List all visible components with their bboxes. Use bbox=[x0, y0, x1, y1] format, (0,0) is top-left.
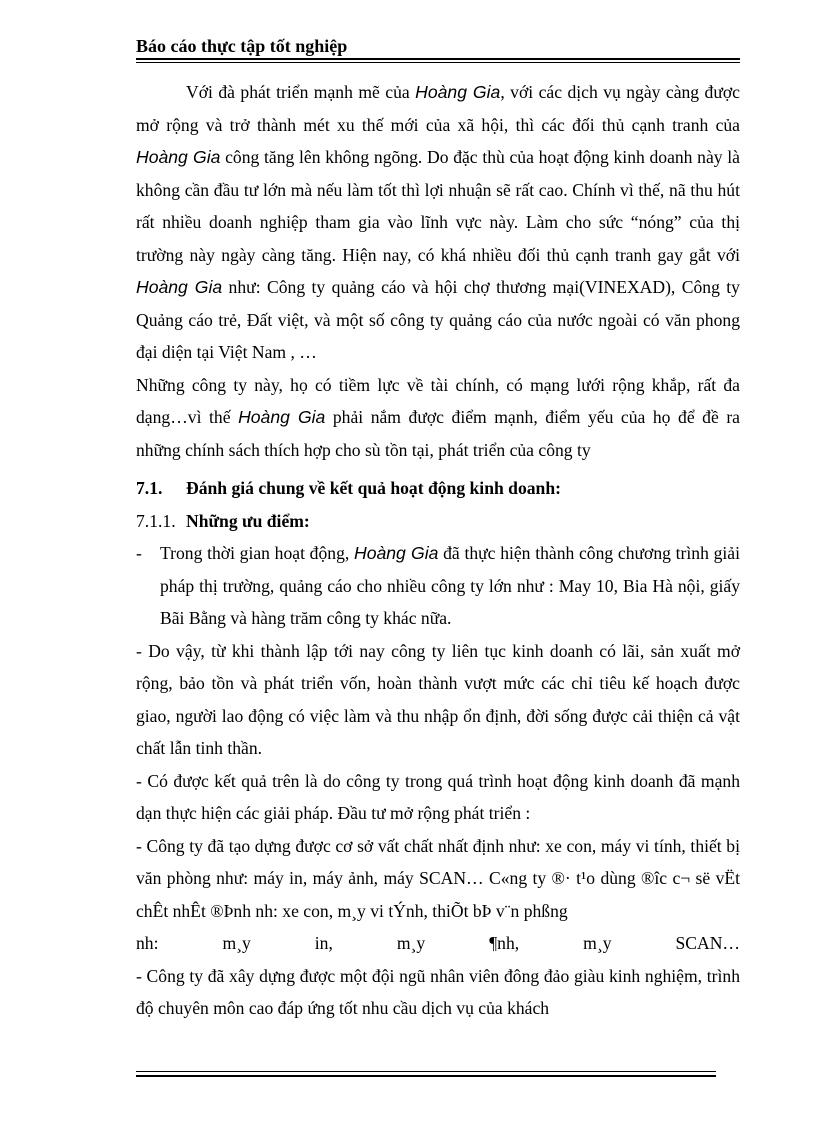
intro-text-3: công tăng lên không ngõng. Do đặc thù của hoạt động kinh doanh này là không cần đầu tư lớn mà nếu làm tốt thì lợi nhuận sẽ rất cao. Chính vì thế, nã thu hút rất nhiều doanh nghiệp tham gia vào lĩnh vực này. Làm cho sức “nóng” của thị trường này ngày càng tăng. Hiện nay, có khá nhiều đối thủ cạnh tranh gay gắt với bbox=[136, 147, 740, 265]
brand-name: Hoàng Gia bbox=[415, 82, 501, 102]
header-rule-thin bbox=[136, 62, 740, 63]
intro-text-5: Những công ty này, họ có tiềm lực về tài chính, có mạng lưới rộng khắp, rất đa dạng…vì thế bbox=[136, 374, 740, 427]
brand-name: Hoàng Gia bbox=[238, 407, 326, 427]
subsection-title: Những ưu điểm: bbox=[186, 510, 310, 531]
section-title: Đánh giá chung về kết quả hoạt động kinh doanh: bbox=[186, 478, 561, 498]
facilities-text-2: nh: m¸y in, m¸y ¶nh, m¸y SCAN… bbox=[136, 933, 740, 953]
subsection-number: 7.1.1. bbox=[136, 510, 176, 531]
intro-text-1: Với đà phát triển mạnh mẽ của bbox=[186, 82, 416, 102]
bullet-text-1: Trong thời gian hoạt động, bbox=[160, 543, 354, 563]
header-rule bbox=[136, 58, 740, 60]
bullet-text bbox=[160, 537, 740, 635]
bullet-mark: - bbox=[136, 543, 142, 563]
footer-rule-thin bbox=[136, 1071, 716, 1072]
facilities-text-1: - Công ty đã tạo dựng được cơ sở vất chất nhất định như: xe con, máy vi tính, thiết bị văn phòng như: máy in, máy ảnh, máy SCAN… C«ng ty ®· t¹o dùng ®îc c¬ së vËt chÊt nhÊt ®Þnh nh: xe con, m¸y vi tÝnh, thiÕt bÞ v¨n phßng bbox=[136, 835, 740, 921]
header-title: Báo cáo thực tập tốt nghiệp bbox=[136, 36, 348, 56]
section-number: 7.1. bbox=[136, 478, 163, 498]
brand-name: Hoàng Gia bbox=[136, 277, 223, 297]
paragraph-staff: - Công ty đã xây dựng được một đội ngũ nhân viên đông đảo giàu kinh nghiệm, trình độ chuyên môn cao đáp ứng tốt nhu cầu dịch vụ của khách bbox=[136, 965, 740, 1018]
paragraph-causes: - Có được kết quả trên là do công ty trong quá trình hoạt động kinh doanh đã mạnh dạn thực hiện các giải pháp. Đầu tư mở rộng phát triển : bbox=[136, 770, 740, 823]
intro-paragraph bbox=[136, 76, 740, 369]
intro-paragraph-2 bbox=[136, 369, 740, 467]
bullet-text-2: đã thực hiện thành công chương trình giải pháp thị trường, quảng cáo cho nhiều công ty lớn như : May 10, Bia Hà nội, giấy Bãi Bằng và hàng trăm công ty khác nữa. bbox=[160, 543, 740, 628]
intro-text-2: , với các dịch vụ ngày càng được mở rộng và trở thành mét xu thế mới của xã hội, thì các đối thủ cạnh tranh của bbox=[136, 82, 740, 135]
intro-text-6: phải nắm được điểm mạnh, điểm yếu của họ để đề ra những chính sách thích hợp cho sù tồn tại, phát triển của công ty bbox=[136, 407, 740, 460]
footer-rule bbox=[136, 1075, 716, 1077]
section-heading bbox=[136, 472, 740, 505]
brand-name: Hoàng Gia bbox=[353, 543, 439, 563]
brand-name: Hoàng Gia bbox=[136, 147, 221, 167]
paragraph-facilities bbox=[136, 830, 740, 960]
intro-text-4: như: Công ty quảng cáo và hội chợ thương mại(VINEXAD), Công ty Quảng cáo trẻ, Đất việt, và một số công ty quảng cáo của nước ngoài có văn phong đại diện tại Việt Nam , … bbox=[136, 277, 740, 362]
list-item bbox=[136, 537, 740, 635]
document-body bbox=[136, 76, 740, 1025]
paragraph-results: - Do vậy, từ khi thành lập tới nay công ty liên tục kinh doanh có lãi, sản xuất mở rộng, bảo tồn và phát triển vốn, hoàn thành vượt mức các chỉ tiêu kế hoạch được giao, người lao động có việc làm và thu nhập ổn định, đời sống được cải thiện cả vật chất lẫn tinh thần. bbox=[136, 640, 740, 758]
subsection-heading bbox=[136, 505, 740, 538]
